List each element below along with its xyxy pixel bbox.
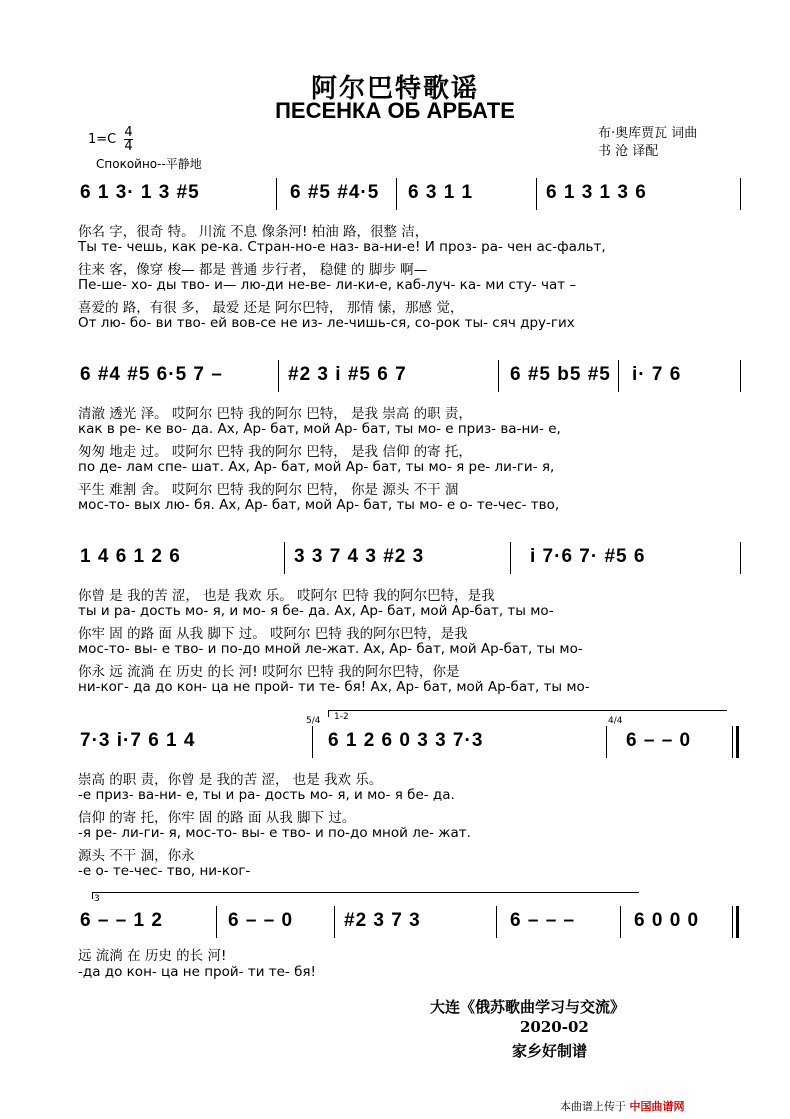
measure-notes: 7·3 i·7 6 1 4 [80, 730, 196, 751]
lyric-line: 源头 不干 涸，你永 [78, 848, 195, 864]
lyric-line: 平生 难割 舍。 哎阿尔 巴特 我的阿尔 巴特， 你是 源头 不干 涸 [78, 482, 459, 498]
bar-line [732, 906, 733, 938]
volta-label-3: 3 [94, 894, 100, 904]
lyric-line: 往来 客，像穿 梭— 都是 普通 步行者， 稳健 的 脚步 啊— [78, 262, 428, 278]
bar-line [496, 906, 497, 938]
footer-source: 大连《俄苏歌曲学习与交流》 [430, 998, 626, 1016]
lyric-line: 远 流淌 在 历史 的长 河! [78, 948, 227, 964]
credit-lyricist: 布·奥库贾瓦 词曲 [598, 126, 698, 141]
bar-line [312, 726, 313, 758]
key-label: 1=C [88, 132, 117, 147]
measure-notes: 6 #5 b5 #5 [510, 364, 611, 385]
credit-translator: 书 沧 译配 [598, 144, 659, 159]
lyric-line: 你曾 是 我的苦 涩， 也是 我欢 乐。 哎阿尔 巴特 我的阿尔巴特，是我 [78, 588, 495, 604]
bar-line [396, 178, 397, 210]
measure-notes: 6 #4 #5 6·5 7 – [80, 364, 223, 385]
bar-line [740, 542, 741, 574]
bar-line [510, 542, 511, 574]
notes-row [78, 364, 748, 390]
tempo-marking: Спокойно--平静地 [96, 157, 202, 171]
bar-line [498, 360, 499, 392]
measure-notes: 6 – – 0 [228, 910, 294, 931]
lyric-line: 信仰 的寄 托，你牢 固 的路 面 从我 脚下 过。 [78, 810, 356, 826]
measure-notes: #2 3 7 3 [344, 910, 421, 931]
measure-notes: #2 3 i #5 6 7 [288, 364, 407, 385]
site-name: 中国曲谱网 [629, 1100, 685, 1113]
lyric-line: мос-то- вы- е тво- и по-до мной ле-жат. Ах, Ар- бат, мой Ар-бат, ты мо- [78, 641, 583, 657]
time-change-54: 5/4 [306, 716, 321, 726]
lyric-line: 喜爱的 路，有很 多， 最爱 还是 阿尔巴特， 那情 愫，那感 觉， [78, 300, 464, 316]
lyric-line: 你牢 固 的路 面 从我 脚下 过。 哎阿尔 巴特 我的阿尔巴特，是我 [78, 626, 468, 642]
bar-line [216, 906, 217, 938]
lyric-line: 你永 远 流淌 在 历史 的长 河! 哎阿尔 巴特 我的阿尔巴特，你是 [78, 664, 460, 680]
measure-notes: 3 3 7 4 3 #2 3 [294, 546, 425, 567]
bar-line [618, 360, 619, 392]
title-russian: ПЕСЕНКА ОБ АРБАТЕ [275, 98, 515, 123]
lyric-line: -е приз- ва-ни- е, ты и ра- дость мо- я, и мо- я бе- да. [78, 787, 455, 803]
lyric-line: Ты те- чешь, как ре-ка. Стран-но-е наз- ва-ни-е! И проз- ра- чен ас-фальт, [78, 239, 606, 255]
bar-line [620, 906, 621, 938]
lyric-line: -да до кон- ца не прой- ти те- бя! [78, 964, 316, 980]
time-signature [124, 126, 132, 153]
bar-line [606, 726, 607, 758]
lyric-line: 清澈 透光 泽。 哎阿尔 巴特 我的阿尔 巴特， 是我 崇高 的职 责， [78, 406, 472, 422]
key-signature [88, 126, 133, 153]
bar-line [278, 360, 279, 392]
bar-line [740, 178, 741, 210]
lyric-line: -е о- те-чес- тво, ни-ког- [78, 863, 251, 879]
measure-notes: 6 0 0 0 [634, 910, 700, 931]
time-change-44: 4/4 [608, 716, 623, 726]
title-chinese: 阿尔巴特歌谣 [310, 74, 479, 104]
measure-notes: i 7·6 7· #5 6 [530, 546, 646, 567]
lyric-line: 崇高 的职 责，你曾 是 我的苦 涩， 也是 我欢 乐。 [78, 772, 383, 788]
repeat-bar-line [736, 726, 739, 758]
lyric-line: -я ре- ли-ги- я, мос-то- вы- е тво- и по-до мной ле- жат. [78, 825, 471, 841]
measure-notes: 6 1 2 6 0 3 3 7·3 [328, 730, 484, 751]
volta-label-1-2: 1-2 [334, 712, 349, 722]
lyric-line: как в ре- ке во- да. Ах, Ар- бат, мой Ар- бат, ты мо- е приз- ва-ни- е, [78, 421, 561, 437]
notes-row [78, 910, 748, 936]
bar-line [284, 542, 285, 574]
bar-line [732, 726, 733, 758]
time-bottom: 4 [124, 139, 133, 154]
time-top: 4 [124, 125, 133, 140]
measure-notes: 6 – – 1 2 [80, 910, 163, 931]
volta-bracket [92, 892, 639, 899]
lyric-line: 你名 字，很奇 特。 川流 不息 像条河! 柏油 路，很整 洁， [78, 224, 429, 240]
measure-notes: 6 #5 #4·5 [290, 182, 380, 203]
lyric-line: От лю- бо- ви тво- ей вов-се не из- ле-чишь-ся, со-рок ты- сяч дру-гих [78, 315, 575, 331]
measure-notes: i· 7 6 [632, 364, 682, 385]
lyric-line: ни-ког- да до кон- ца не прой- ти те- бя! Ах, Ар- бат, мой Ар-бат, ты мо- [78, 679, 590, 695]
measure-notes: 1 4 6 1 2 6 [80, 546, 181, 567]
measure-notes: 6 – – 0 [626, 730, 692, 751]
volta-bracket [328, 710, 727, 717]
notes-row [78, 730, 748, 756]
measure-notes: 6 – – – [510, 910, 576, 931]
bar-line [536, 178, 537, 210]
site-prefix: 本曲谱上传于 [560, 1100, 626, 1113]
final-bar-line [736, 906, 739, 938]
measure-notes: 6 1 3· 1 3 #5 [80, 182, 200, 203]
notes-row [78, 546, 748, 572]
notes-row [78, 182, 748, 208]
lyric-line: ты и ра- дость мо- я, и мо- я бе- да. Ах, Ар- бат, мой Ар-бат, ты мо- [78, 603, 554, 619]
lyric-line: Пе-ше- хо- ды тво- и— лю-ди не-ве- ли-ки-е, каб-луч- ка- ми сту- чат – [78, 277, 577, 293]
footer-date: 2020-02 [520, 1018, 589, 1036]
measure-notes: 6 1 3 1 3 6 [546, 182, 647, 203]
lyric-line: по де- лам спе- шат. Ах, Ар- бат, мой Ар- бат, ты мо- я ре- ли-ги- я, [78, 459, 555, 475]
bar-line [334, 906, 335, 938]
bar-line [276, 178, 277, 210]
lyric-line: 匆匆 地走 过。 哎阿尔 巴特 我的阿尔 巴特， 是我 信仰 的寄 托， [78, 444, 472, 460]
footer-arranger: 家乡好制谱 [512, 1042, 588, 1060]
site-watermark [560, 1098, 685, 1114]
measure-notes: 6 3 1 1 [408, 182, 474, 203]
lyric-line: мос-то- вых лю- бя. Ах, Ар- бат, мой Ар- бат, ты мо- е о- те-чес- тво, [78, 497, 560, 513]
bar-line [740, 360, 741, 392]
